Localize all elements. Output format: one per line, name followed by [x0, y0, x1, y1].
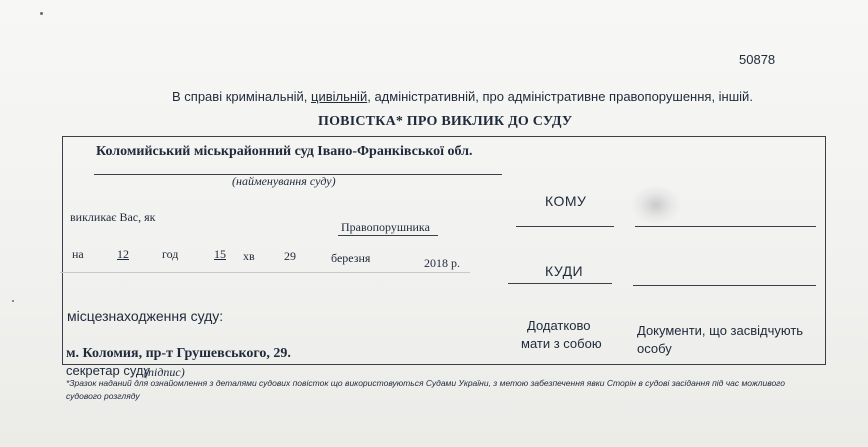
- to-field-line: [516, 226, 614, 227]
- summons-title: ПОВІСТКА* ПРО ВИКЛИК ДО СУДУ: [318, 114, 573, 129]
- year-value: 2018 р.: [424, 256, 460, 270]
- court-name: Коломийський міськрайонний суд Івано-Франківської обл.: [96, 144, 473, 159]
- to-field-line: [635, 226, 816, 227]
- case-type-prefix: В справі кримінальній,: [172, 89, 312, 104]
- id-documents-label-line1: Документи, що засвідчують: [637, 323, 804, 338]
- case-type-suffix: , адміністративній, про адміністративне правопорушення, іншій.: [367, 89, 753, 104]
- signature-caption: (підпис): [144, 365, 185, 379]
- where-field-line: [633, 285, 816, 286]
- to-label: КОМУ: [545, 193, 587, 209]
- role-value: Правопорушника: [341, 220, 430, 234]
- redacted-smudge: [632, 186, 680, 224]
- document-number: 50878: [739, 52, 776, 67]
- date-at-label: на: [72, 247, 84, 261]
- date-row-divider: [60, 272, 470, 273]
- minute-value: 15: [214, 247, 226, 261]
- court-address: м. Коломия, пр-т Грушевського, 29.: [66, 346, 291, 361]
- ink-dot: [40, 12, 43, 15]
- secretary-label: секретар суду: [66, 363, 150, 378]
- court-location-label: місцезнаходження суду:: [67, 308, 224, 324]
- month-value: березня: [331, 251, 371, 265]
- id-documents-label-line2: особу: [637, 341, 672, 356]
- footnote: *Зразок наданий для ознайомлення з деталями судових повісток що використовуються Судами України, з метою забезпечення явки Сторін в судові засідання під час можливого судового розгляду: [66, 378, 786, 401]
- hour-label: год: [162, 247, 179, 261]
- summon-label: викликає Вас, як: [70, 210, 156, 224]
- hour-value: 12: [117, 247, 129, 261]
- case-type-line: [172, 89, 753, 104]
- day-value: 29: [284, 249, 296, 263]
- additional-label-line2: мати з собою: [521, 336, 602, 351]
- ink-dot: [12, 300, 14, 302]
- where-label: КУДИ: [545, 263, 584, 279]
- minute-label: хв: [243, 249, 255, 263]
- court-name-caption: (найменування суду): [232, 174, 336, 188]
- where-field-line: [508, 283, 612, 284]
- role-underline: [338, 235, 438, 236]
- case-type-selected: цивільній: [311, 89, 368, 104]
- additional-label-line1: Додатково: [527, 318, 591, 333]
